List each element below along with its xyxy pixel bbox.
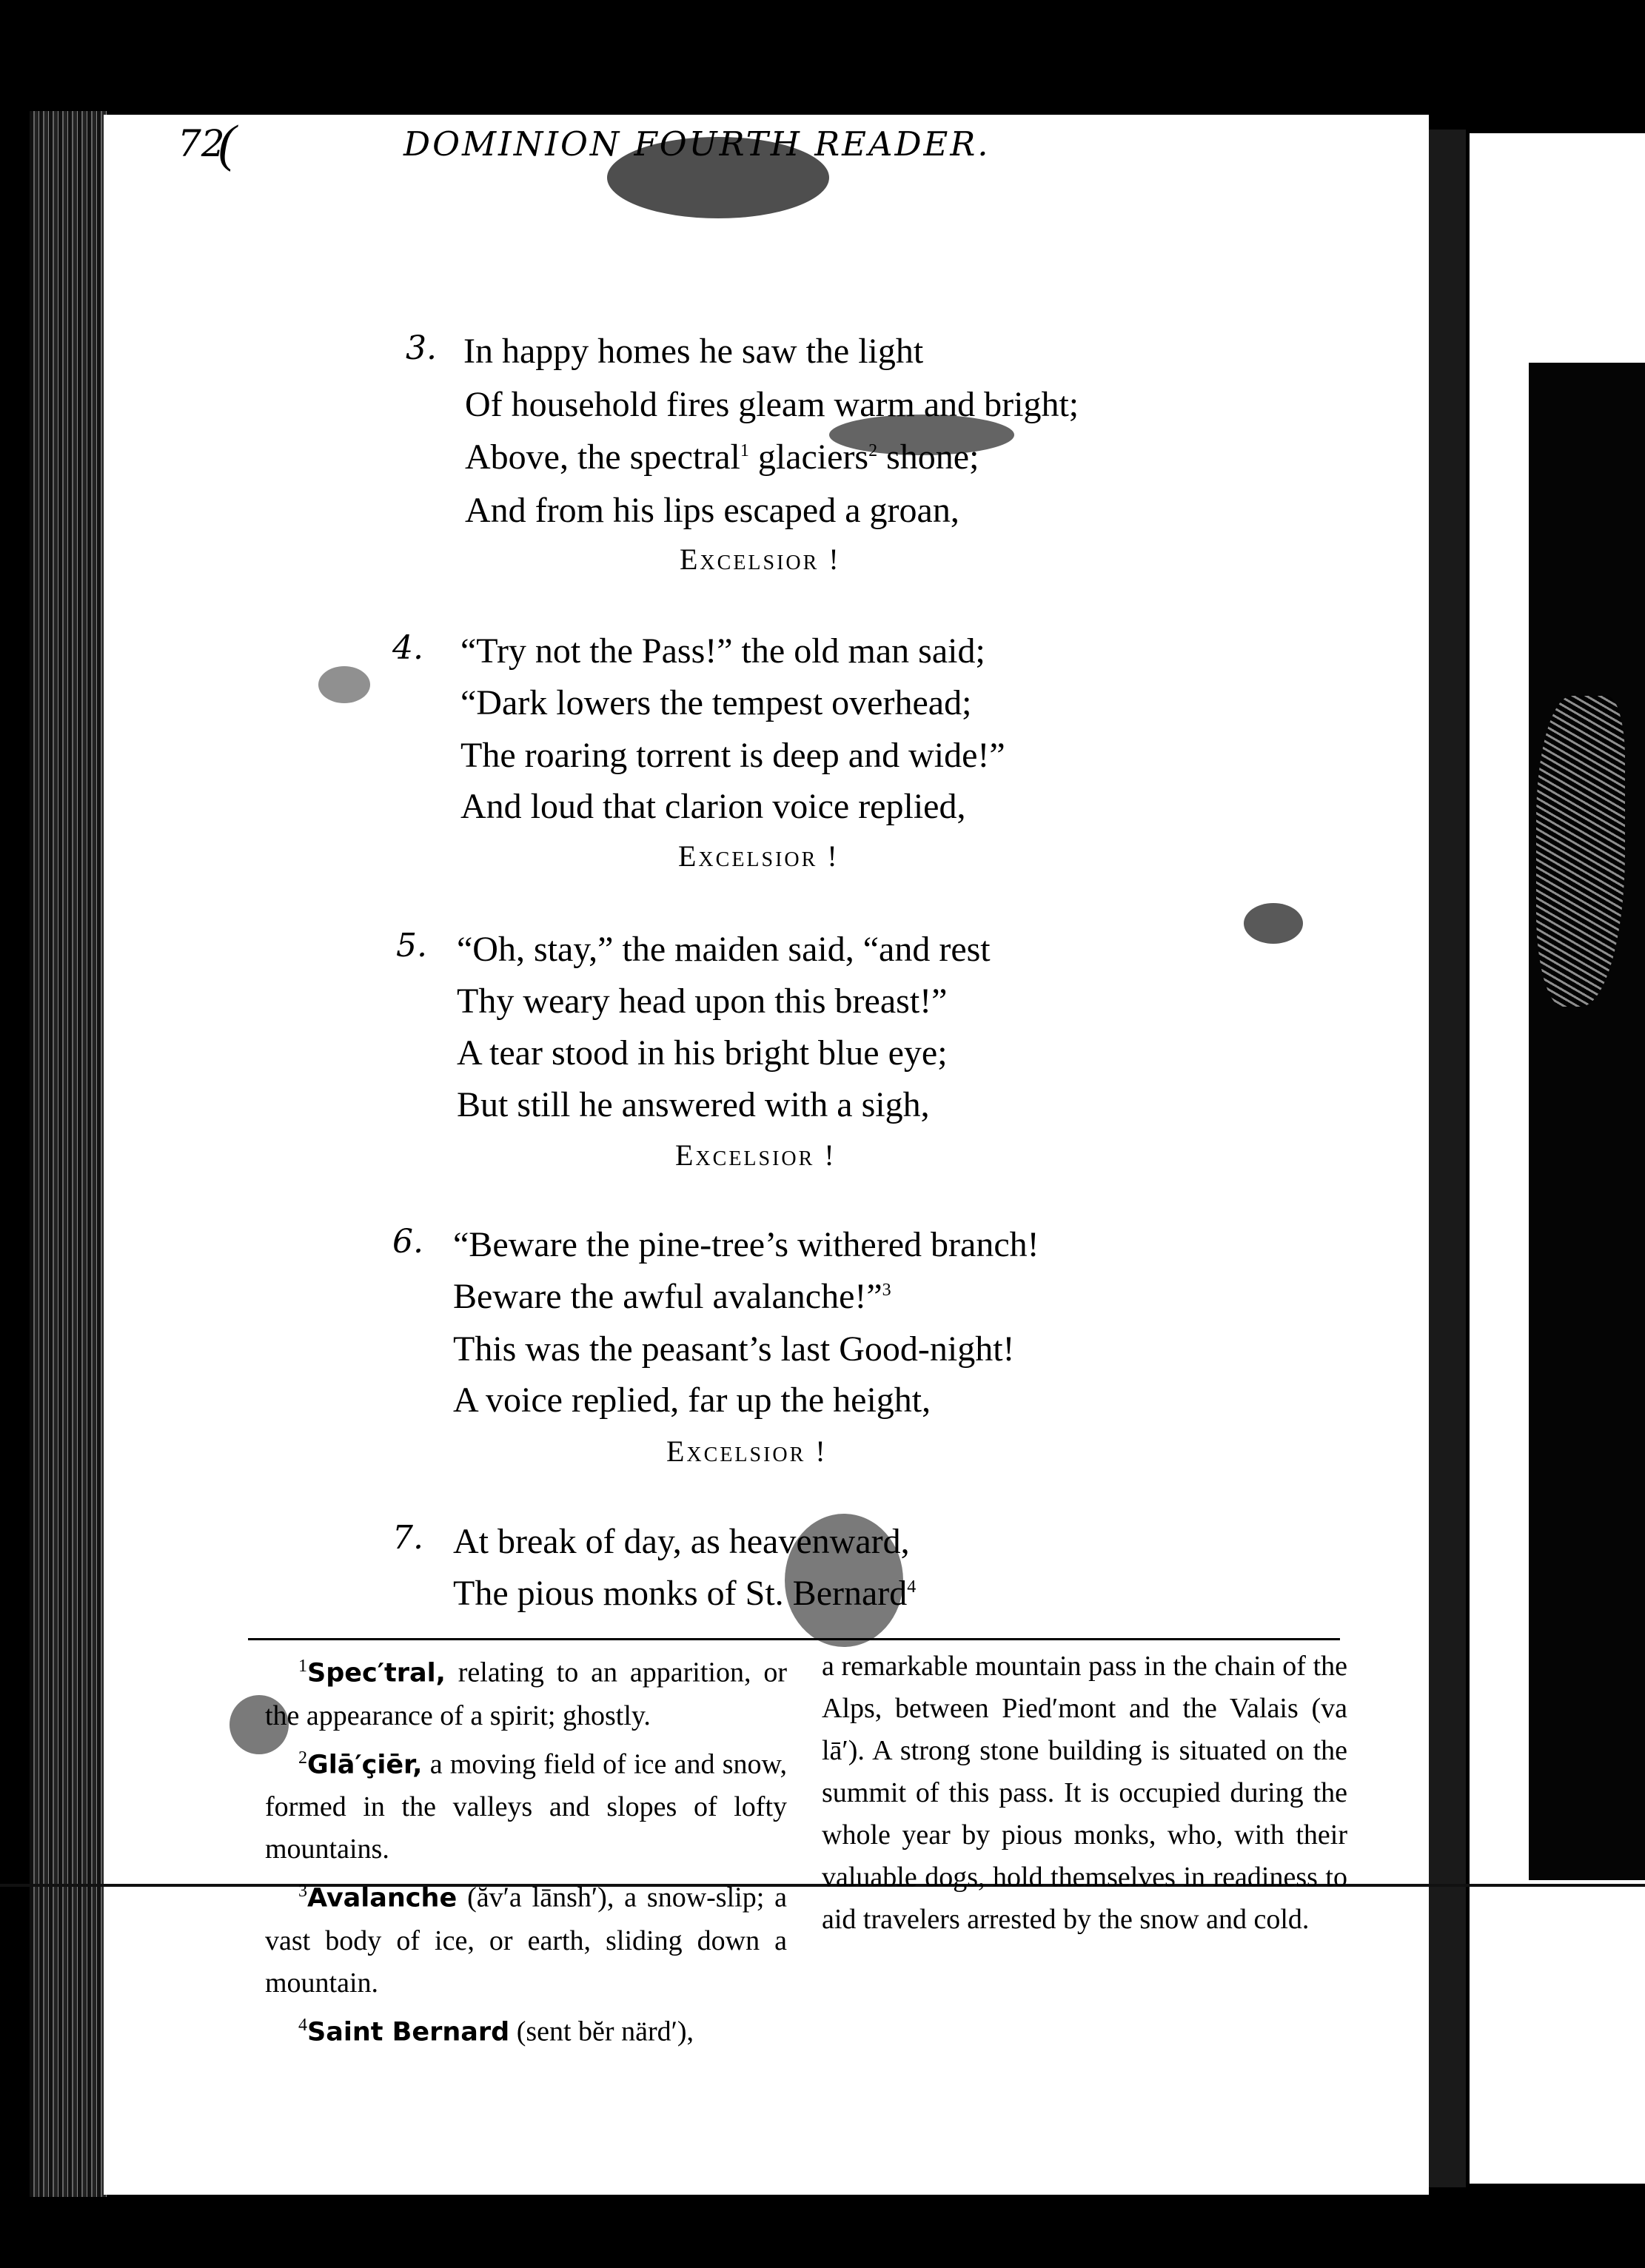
facing-illustration — [1529, 363, 1645, 1880]
refrain: Excelsior ! — [675, 1138, 837, 1172]
footnote-term: Saint Bernard — [307, 2017, 510, 2047]
scan-border — [0, 2197, 1645, 2268]
poem-line-part: Above, the spectral — [465, 437, 740, 477]
poem-line-part: Beware the awful avalanche!” — [453, 1277, 882, 1316]
stanza-number: 4. — [392, 629, 423, 667]
poem-line-part: shone; — [886, 437, 979, 477]
poem-line: “Try not the Pass!” the old man said; — [460, 631, 985, 671]
footnote-ref: 3 — [882, 1281, 891, 1300]
footnote-rule — [248, 1638, 1340, 1640]
footnote-text: (ăv′a lānsh′), a snow-slip; a vast body of ice, or earth, sliding down a mountain. — [265, 1882, 787, 1999]
poem-line: “Dark lowers the tempest overhead; — [460, 683, 972, 722]
poem-line: And loud that clarion voice replied, — [460, 787, 966, 826]
footnote-2 — [265, 1737, 787, 1871]
footnote-ref: 2 — [868, 441, 878, 460]
refrain: Excelsior ! — [666, 1435, 828, 1468]
refrain: Excelsior ! — [680, 543, 841, 576]
book-spine — [30, 111, 107, 2206]
footnote-1 — [265, 1645, 787, 1737]
poem-line-part: glaciers — [757, 437, 869, 477]
refrain: Excelsior ! — [678, 839, 840, 873]
poem-line: “Beware the pine-tree’s withered branch! — [453, 1225, 1039, 1264]
poem-line-part: The pious monks of St. Bernard — [453, 1574, 908, 1613]
poem-line: “Oh, stay,” the maiden said, “and rest — [457, 930, 991, 969]
poem-line: This was the peasant’s last Good-night! — [453, 1329, 1015, 1369]
ink-smudge — [318, 666, 370, 703]
footnote-text: a moving field of ice and snow, formed in the valleys and slopes of lofty mountains. — [265, 1748, 787, 1865]
poem-line: And from his lips escaped a groan, — [465, 491, 959, 530]
facing-page — [1470, 133, 1645, 2184]
ink-smudge — [1244, 903, 1303, 944]
footnote-4 — [265, 2004, 787, 2054]
poem-line — [453, 1573, 916, 1614]
footnote-mark: 3 — [298, 1882, 307, 1902]
footnotes-right-column — [822, 1645, 1347, 1941]
poem-line: But still he answered with a sigh, — [457, 1085, 930, 1124]
poem-line: A tear stood in his bright blue eye; — [457, 1033, 948, 1073]
illustration-detail — [1536, 696, 1625, 1007]
stanza-number: 6. — [392, 1223, 423, 1261]
footnote-mark: 4 — [298, 2015, 307, 2035]
poem-line — [453, 1276, 891, 1317]
poem-line — [465, 437, 979, 477]
footnote-ref: 1 — [740, 441, 749, 460]
footnote-ref: 4 — [907, 1577, 917, 1597]
stanza-number: 5. — [396, 927, 427, 964]
footnote-text: (sent bĕr närd′), — [509, 2016, 694, 2047]
footnote-text: relating to an apparition, or the appearance of a spirit; ghostly. — [265, 1657, 787, 1731]
stanza-number: 3. — [406, 329, 437, 367]
stanza-number: 7. — [392, 1519, 423, 1557]
running-title: DOMINION FOURTH READER. — [403, 124, 991, 164]
footnote-term: Avalanche — [307, 1883, 458, 1913]
footnote-term: Spec′tral, — [307, 1658, 446, 1688]
footnote-mark: 2 — [298, 1748, 307, 1768]
page-number: 72 — [178, 122, 225, 165]
poem-line: In happy homes he saw the light — [463, 332, 924, 371]
poem-line: Of household fires gleam warm and bright; — [465, 385, 1079, 424]
margin-mark: ( — [218, 115, 236, 172]
footnote-mark: 1 — [298, 1657, 307, 1676]
poem-line: Thy weary head upon this breast!” — [457, 982, 948, 1021]
footnote-4-continued: a remarkable mountain pass in the chain of the Alps, between Pied′mont and the Valais (va lā′). A strong stone building is situated on the summit of this pass. It is occupied during the whole year by pious monks, who, with their valuable dogs, hold themselves in readiness to aid travelers arrested by the snow and cold. — [822, 1651, 1347, 1935]
footnotes-left-column — [265, 1645, 787, 2054]
footnote-term: Glā′çiēr, — [307, 1750, 423, 1780]
poem-line: The roaring torrent is deep and wide!” — [460, 736, 1005, 775]
poem-line: At break of day, as heavenward, — [453, 1522, 910, 1561]
page-gutter — [1429, 130, 1466, 2187]
footnote-3 — [265, 1871, 787, 2004]
poem-line: A voice replied, far up the height, — [453, 1380, 931, 1420]
